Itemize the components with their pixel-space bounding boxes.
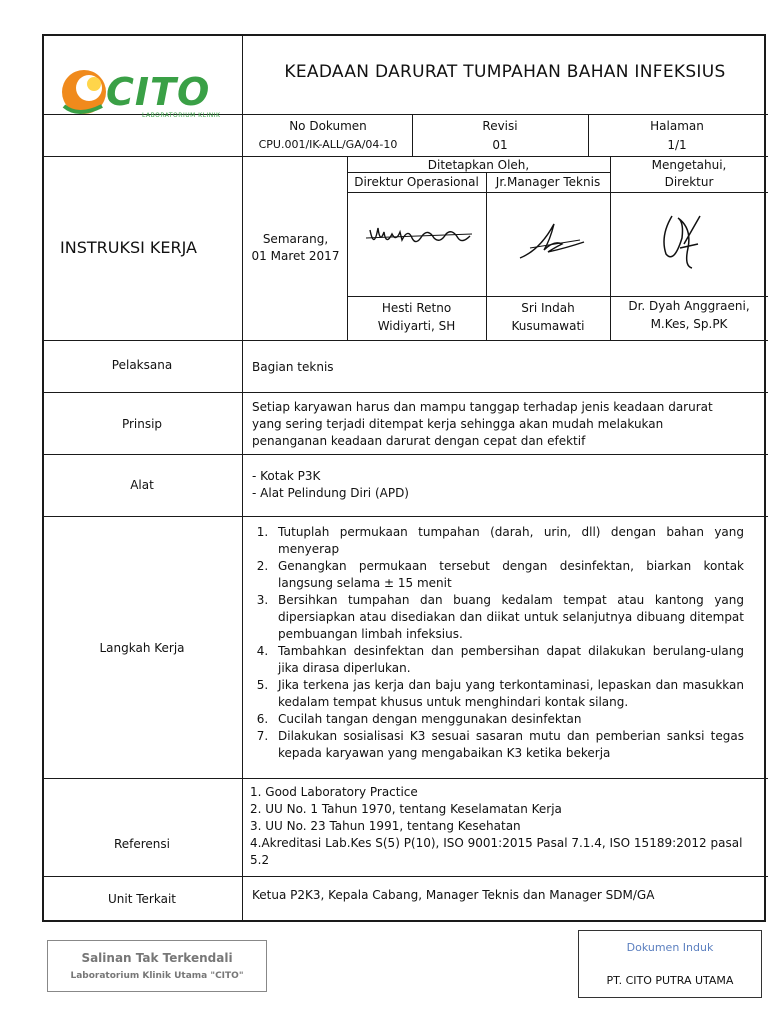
divider	[42, 392, 768, 393]
divider	[42, 340, 768, 341]
salinan-stamp	[47, 940, 267, 992]
column-divider	[610, 156, 611, 340]
langkah-kerja-label: Langkah Kerja	[99, 641, 185, 655]
list-item: 2. UU No. 1 Tahun 1970, tentang Keselamatan Kerja	[250, 802, 562, 816]
unit-terkait-label: Unit Terkait	[108, 892, 176, 906]
dokumen-induk-label: Dokumen Induk	[626, 941, 714, 954]
list-item: 4.Akreditasi Lab.Kes S(5) P(10), ISO 9001:2015 Pasal 7.1.4, ISO 15189:2012 pasal 5.2	[250, 836, 743, 867]
list-item: 3. UU No. 23 Tahun 1991, tentang Kesehatan	[250, 819, 521, 833]
place: Semarang,	[262, 232, 329, 246]
logo-wordmark: CITO	[106, 70, 211, 114]
revisi-value: 01	[492, 138, 508, 152]
signer-2-name-line2: Kusumawati	[511, 319, 585, 333]
prinsip-value: Setiap karyawan harus dan mampu tanggap terhadap jenis keadaan darurat yang sering terjadi ditempat kerja sehingga akan mudah melakukan penanganan keadaan darurat dengan cepat dan efektif	[252, 400, 713, 448]
signature-3-icon	[654, 208, 714, 276]
role-direktur-operasional: Direktur Operasional	[354, 175, 479, 189]
divider	[42, 454, 768, 455]
doc-type-label: INSTRUKSI KERJA	[60, 238, 197, 257]
salinan-stamp-title: Salinan Tak Terkendali	[81, 951, 233, 965]
referensi-label: Referensi	[113, 837, 171, 851]
logo-subtitle: LABORATORIUM KLINIK	[142, 112, 221, 119]
cito-logo	[58, 66, 233, 126]
company-name: PT. CITO PUTRA UTAMA	[606, 974, 734, 987]
alat-item: - Alat Pelindung Diri (APD)	[252, 486, 409, 500]
alat-list	[252, 468, 742, 502]
list-item: 3. Bersihkan tumpahan dan buang kedalam tempat atau kantong yang dipersiapkan atau disediakan dan diikat untuk selanjutnya dibuang ditempat pembuangan limbah infeksius.	[272, 592, 744, 643]
date: 01 Maret 2017	[251, 249, 340, 263]
salinan-stamp-subtitle: Laboratorium Klinik Utama "CITO"	[70, 971, 244, 981]
revisi-label: Revisi	[482, 119, 518, 133]
list-item: 5. Jika terkena jas kerja dan baju yang terkontaminasi, lepaskan dan masukkan kedalam tempat khusus untuk menghindari kontak silang.	[272, 677, 744, 711]
list-item: 1. Tutuplah permukaan tumpahan (darah, urin, dll) dengan bahan yang menyerap	[272, 524, 744, 558]
signer-1-name-line2: Widiyarti, SH	[377, 319, 456, 333]
pelaksana-label: Pelaksana	[111, 358, 173, 372]
pelaksana-value: Bagian teknis	[252, 360, 334, 374]
referensi-list	[250, 784, 758, 869]
signer-2-name-line1: Sri Indah	[521, 301, 575, 315]
dokumen-induk-stamp	[578, 930, 762, 998]
divider	[42, 778, 768, 779]
mengetahui-label: Mengetahui,	[651, 158, 727, 172]
list-item: 4. Tambahkan desinfektan dan pembersihan dapat dilakukan berulang-ulang jika dirasa diperlukan.	[272, 643, 744, 677]
signer-1-name-line1: Hesti Retno	[381, 301, 452, 315]
alat-item: - Kotak P3K	[252, 469, 321, 483]
langkah-kerja-list-container	[250, 524, 744, 762]
divider	[42, 516, 768, 517]
column-divider	[242, 34, 243, 922]
list-item: 1. Good Laboratory Practice	[250, 785, 418, 799]
prinsip-label: Prinsip	[121, 417, 163, 431]
langkah-kerja-list	[250, 524, 744, 762]
no-dokumen-label: No Dokumen	[289, 119, 367, 133]
halaman-label: Halaman	[650, 119, 704, 133]
halaman-value: 1/1	[667, 138, 687, 152]
no-dokumen-value: CPU.001/IK-ALL/GA/04-10	[258, 138, 398, 151]
role-jr-manager-teknis: Jr.Manager Teknis	[495, 175, 601, 189]
list-item: 6. Cucilah tangan dengan menggunakan desinfektan	[272, 711, 744, 728]
ditetapkan-label: Ditetapkan Oleh,	[427, 158, 530, 172]
signature-1-icon	[362, 210, 474, 260]
role-direktur: Direktur	[664, 175, 714, 189]
divider	[347, 192, 768, 193]
divider	[42, 876, 768, 877]
divider	[347, 296, 768, 297]
signer-3-name-line2: M.Kes, Sp.PK	[650, 317, 728, 331]
list-item: 7. Dilakukan sosialisasi K3 sesuai sasaran mutu dan pemberian sanksi tegas kepada karyawan yang mengabaikan K3 ketika bekerja	[272, 728, 744, 762]
document-title: KEADAAN DARURAT TUMPAHAN BAHAN INFEKSIUS	[284, 62, 726, 82]
unit-terkait-value: Ketua P2K3, Kepala Cabang, Manager Teknis dan Manager SDM/GA	[252, 888, 655, 902]
alat-label: Alat	[130, 478, 154, 492]
signature-2-icon	[510, 210, 590, 266]
list-item: 2. Genangkan permukaan tersebut dengan desinfektan, biarkan kontak langsung selama ± 15 menit	[272, 558, 744, 592]
signer-3-name-line1: Dr. Dyah Anggraeni,	[628, 299, 750, 313]
